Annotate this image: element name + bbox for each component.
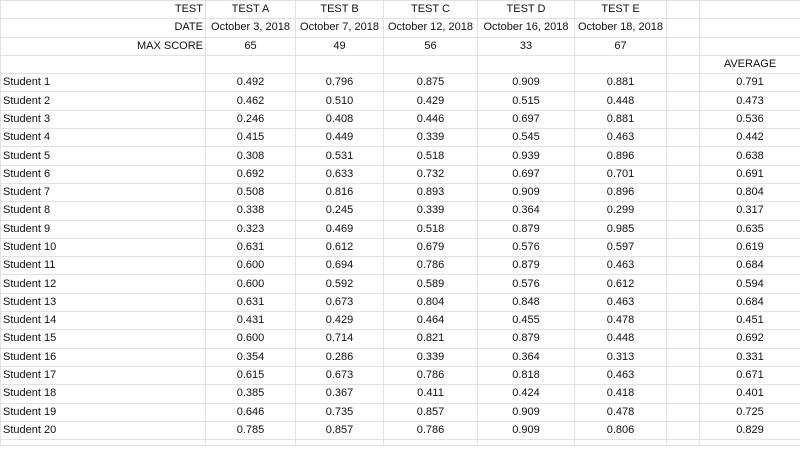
- test-date-cell[interactable]: October 18, 2018: [575, 19, 667, 37]
- score-cell[interactable]: 0.597: [575, 238, 667, 256]
- student-row: [1, 421, 800, 439]
- student-name-cell[interactable]: Student 13: [1, 293, 206, 311]
- student-row: [1, 403, 800, 421]
- score-cell[interactable]: 0.673: [296, 293, 384, 311]
- average-cell[interactable]: 0.684: [700, 257, 800, 275]
- header-row-max-score: [1, 37, 800, 55]
- empty-cell[interactable]: [700, 37, 800, 55]
- test-label-cell[interactable]: TEST: [1, 1, 206, 19]
- empty-cell[interactable]: [1, 440, 206, 446]
- student-name-cell[interactable]: Student 18: [1, 385, 206, 403]
- student-row: [1, 366, 800, 384]
- score-cell[interactable]: 0.893: [384, 183, 478, 201]
- score-cell[interactable]: 0.697: [478, 165, 575, 183]
- empty-cell[interactable]: [667, 440, 700, 446]
- score-cell[interactable]: 0.821: [384, 330, 478, 348]
- score-cell[interactable]: 0.612: [296, 238, 384, 256]
- score-cell[interactable]: 0.429: [296, 312, 384, 330]
- student-row: [1, 238, 800, 256]
- student-row: [1, 312, 800, 330]
- score-cell[interactable]: 0.909: [478, 183, 575, 201]
- empty-cell[interactable]: [206, 55, 296, 73]
- score-cell[interactable]: 0.448: [575, 92, 667, 110]
- score-cell[interactable]: 0.313: [575, 348, 667, 366]
- student-row: [1, 165, 800, 183]
- student-name-cell[interactable]: Student 20: [1, 421, 206, 439]
- score-cell[interactable]: 0.896: [575, 183, 667, 201]
- score-cell[interactable]: 0.785: [206, 421, 296, 439]
- empty-cell[interactable]: [667, 220, 700, 238]
- score-cell[interactable]: 0.692: [206, 165, 296, 183]
- test-date-cell[interactable]: October 16, 2018: [478, 19, 575, 37]
- average-cell[interactable]: 0.829: [700, 421, 800, 439]
- test-name-cell[interactable]: TEST D: [478, 1, 575, 19]
- score-cell[interactable]: 0.985: [575, 220, 667, 238]
- empty-cell[interactable]: [667, 348, 700, 366]
- test-name-cell[interactable]: TEST C: [384, 1, 478, 19]
- score-cell[interactable]: 0.857: [384, 403, 478, 421]
- score-cell[interactable]: 0.600: [206, 257, 296, 275]
- empty-cell[interactable]: [700, 440, 800, 446]
- empty-cell[interactable]: [667, 19, 700, 37]
- average-cell[interactable]: 0.401: [700, 385, 800, 403]
- score-cell[interactable]: 0.478: [575, 403, 667, 421]
- empty-cell[interactable]: [667, 275, 700, 293]
- score-cell[interactable]: 0.411: [384, 385, 478, 403]
- average-cell[interactable]: 0.317: [700, 202, 800, 220]
- score-cell[interactable]: 0.415: [206, 129, 296, 147]
- score-cell[interactable]: 0.679: [384, 238, 478, 256]
- max-score-label-cell[interactable]: MAX SCORE: [1, 37, 206, 55]
- test-name-cell[interactable]: TEST E: [575, 1, 667, 19]
- score-cell[interactable]: 0.600: [206, 330, 296, 348]
- header-row-date: [1, 19, 800, 37]
- score-cell[interactable]: 0.424: [478, 385, 575, 403]
- student-row: [1, 385, 800, 403]
- score-cell[interactable]: 0.694: [296, 257, 384, 275]
- empty-cell[interactable]: [575, 55, 667, 73]
- test-name-cell[interactable]: TEST B: [296, 1, 384, 19]
- score-cell[interactable]: 0.612: [575, 275, 667, 293]
- score-cell[interactable]: 0.446: [384, 110, 478, 128]
- average-cell[interactable]: 0.473: [700, 92, 800, 110]
- empty-cell[interactable]: [667, 55, 700, 73]
- score-cell[interactable]: 0.431: [206, 312, 296, 330]
- student-name-cell[interactable]: Student 16: [1, 348, 206, 366]
- date-label-cell[interactable]: DATE: [1, 19, 206, 37]
- student-name-cell[interactable]: Student 11: [1, 257, 206, 275]
- student-row: [1, 330, 800, 348]
- score-cell[interactable]: 0.786: [384, 366, 478, 384]
- score-cell[interactable]: 0.531: [296, 147, 384, 165]
- score-cell[interactable]: 0.857: [296, 421, 384, 439]
- student-name-cell[interactable]: Student 5: [1, 147, 206, 165]
- empty-cell[interactable]: [296, 55, 384, 73]
- score-cell[interactable]: 0.909: [478, 74, 575, 92]
- empty-cell[interactable]: [667, 312, 700, 330]
- empty-cell[interactable]: [667, 403, 700, 421]
- score-cell[interactable]: 0.462: [206, 92, 296, 110]
- score-cell[interactable]: 0.464: [384, 312, 478, 330]
- empty-cell[interactable]: [667, 110, 700, 128]
- student-row: [1, 202, 800, 220]
- score-cell[interactable]: 0.245: [296, 202, 384, 220]
- average-cell[interactable]: 0.684: [700, 293, 800, 311]
- score-cell[interactable]: 0.449: [296, 129, 384, 147]
- score-cell[interactable]: 0.786: [384, 421, 478, 439]
- score-cell[interactable]: 0.367: [296, 385, 384, 403]
- student-row: [1, 293, 800, 311]
- score-cell[interactable]: 0.879: [478, 330, 575, 348]
- score-cell[interactable]: 0.804: [384, 293, 478, 311]
- student-name-cell[interactable]: Student 10: [1, 238, 206, 256]
- score-cell[interactable]: 0.732: [384, 165, 478, 183]
- max-score-cell[interactable]: 49: [296, 37, 384, 55]
- student-name-cell[interactable]: Student 3: [1, 110, 206, 128]
- average-cell[interactable]: 0.594: [700, 275, 800, 293]
- score-cell[interactable]: 0.576: [478, 275, 575, 293]
- average-cell[interactable]: 0.692: [700, 330, 800, 348]
- score-cell[interactable]: 0.697: [478, 110, 575, 128]
- score-cell[interactable]: 0.492: [206, 74, 296, 92]
- test-name-cell[interactable]: TEST A: [206, 1, 296, 19]
- student-name-cell[interactable]: Student 7: [1, 183, 206, 201]
- score-cell[interactable]: 0.478: [575, 312, 667, 330]
- average-cell[interactable]: 0.791: [700, 74, 800, 92]
- score-cell[interactable]: 0.896: [575, 147, 667, 165]
- score-cell[interactable]: 0.385: [206, 385, 296, 403]
- score-cell[interactable]: 0.510: [296, 92, 384, 110]
- empty-cell[interactable]: [667, 366, 700, 384]
- empty-cell[interactable]: [667, 74, 700, 92]
- student-name-cell[interactable]: Student 17: [1, 366, 206, 384]
- average-cell[interactable]: 0.638: [700, 147, 800, 165]
- score-cell[interactable]: 0.806: [575, 421, 667, 439]
- score-cell[interactable]: 0.909: [478, 421, 575, 439]
- empty-cell[interactable]: [1, 55, 206, 73]
- max-score-cell[interactable]: 56: [384, 37, 478, 55]
- score-cell[interactable]: 0.508: [206, 183, 296, 201]
- test-date-cell[interactable]: October 12, 2018: [384, 19, 478, 37]
- student-row: [1, 110, 800, 128]
- student-row: [1, 92, 800, 110]
- empty-cell[interactable]: [667, 183, 700, 201]
- score-cell[interactable]: 0.714: [296, 330, 384, 348]
- score-cell[interactable]: 0.408: [296, 110, 384, 128]
- score-cell[interactable]: 0.308: [206, 147, 296, 165]
- score-cell[interactable]: 0.786: [384, 257, 478, 275]
- average-cell[interactable]: 0.635: [700, 220, 800, 238]
- empty-cell[interactable]: [667, 92, 700, 110]
- score-cell[interactable]: 0.364: [478, 202, 575, 220]
- score-cell[interactable]: 0.339: [384, 348, 478, 366]
- score-cell[interactable]: 0.673: [296, 366, 384, 384]
- empty-cell[interactable]: [667, 202, 700, 220]
- header-row-average: [1, 55, 800, 73]
- score-cell[interactable]: 0.600: [206, 275, 296, 293]
- score-cell[interactable]: 0.338: [206, 202, 296, 220]
- empty-cell[interactable]: [384, 440, 478, 446]
- score-cell[interactable]: 0.299: [575, 202, 667, 220]
- header-row-test: [1, 1, 800, 19]
- average-cell[interactable]: 0.725: [700, 403, 800, 421]
- empty-cell[interactable]: [478, 440, 575, 446]
- score-cell[interactable]: 0.646: [206, 403, 296, 421]
- score-cell[interactable]: 0.463: [575, 293, 667, 311]
- average-cell[interactable]: 0.804: [700, 183, 800, 201]
- student-row: [1, 147, 800, 165]
- test-date-cell[interactable]: October 7, 2018: [296, 19, 384, 37]
- average-cell[interactable]: 0.536: [700, 110, 800, 128]
- empty-cell[interactable]: [384, 55, 478, 73]
- score-cell[interactable]: 0.518: [384, 220, 478, 238]
- score-cell[interactable]: 0.576: [478, 238, 575, 256]
- empty-cell[interactable]: [575, 440, 667, 446]
- average-label-cell[interactable]: AVERAGE: [700, 55, 800, 73]
- student-row: [1, 129, 800, 147]
- score-cell[interactable]: 0.881: [575, 74, 667, 92]
- empty-cell[interactable]: [700, 1, 800, 19]
- score-cell[interactable]: 0.816: [296, 183, 384, 201]
- empty-cell[interactable]: [700, 19, 800, 37]
- score-cell[interactable]: 0.448: [575, 330, 667, 348]
- score-cell[interactable]: 0.735: [296, 403, 384, 421]
- score-cell[interactable]: 0.881: [575, 110, 667, 128]
- empty-cell[interactable]: [667, 421, 700, 439]
- score-cell[interactable]: 0.286: [296, 348, 384, 366]
- score-cell[interactable]: 0.545: [478, 129, 575, 147]
- student-name-cell[interactable]: Student 14: [1, 312, 206, 330]
- student-name-cell[interactable]: Student 9: [1, 220, 206, 238]
- score-cell[interactable]: 0.354: [206, 348, 296, 366]
- student-row: [1, 257, 800, 275]
- score-cell[interactable]: 0.633: [296, 165, 384, 183]
- empty-cell[interactable]: [667, 147, 700, 165]
- student-row: [1, 275, 800, 293]
- empty-cell[interactable]: [667, 1, 700, 19]
- student-name-cell[interactable]: Student 2: [1, 92, 206, 110]
- score-cell[interactable]: 0.339: [384, 129, 478, 147]
- score-cell[interactable]: 0.848: [478, 293, 575, 311]
- score-cell[interactable]: 0.592: [296, 275, 384, 293]
- score-cell[interactable]: 0.463: [575, 257, 667, 275]
- empty-cell[interactable]: [667, 238, 700, 256]
- empty-cell[interactable]: [667, 257, 700, 275]
- student-row: [1, 183, 800, 201]
- score-cell[interactable]: 0.463: [575, 129, 667, 147]
- max-score-cell[interactable]: 67: [575, 37, 667, 55]
- score-cell[interactable]: 0.879: [478, 257, 575, 275]
- score-cell[interactable]: 0.364: [478, 348, 575, 366]
- empty-row: [1, 440, 800, 446]
- score-cell[interactable]: 0.818: [478, 366, 575, 384]
- max-score-cell[interactable]: 65: [206, 37, 296, 55]
- score-cell[interactable]: 0.246: [206, 110, 296, 128]
- empty-cell[interactable]: [667, 330, 700, 348]
- score-cell[interactable]: 0.455: [478, 312, 575, 330]
- average-cell[interactable]: 0.691: [700, 165, 800, 183]
- score-cell[interactable]: 0.515: [478, 92, 575, 110]
- empty-cell[interactable]: [667, 293, 700, 311]
- score-cell[interactable]: 0.796: [296, 74, 384, 92]
- empty-cell[interactable]: [478, 55, 575, 73]
- score-cell[interactable]: 0.339: [384, 202, 478, 220]
- student-name-cell[interactable]: Student 19: [1, 403, 206, 421]
- empty-cell[interactable]: [667, 385, 700, 403]
- average-cell[interactable]: 0.451: [700, 312, 800, 330]
- score-cell[interactable]: 0.701: [575, 165, 667, 183]
- student-name-cell[interactable]: Student 6: [1, 165, 206, 183]
- score-cell[interactable]: 0.418: [575, 385, 667, 403]
- student-row: [1, 348, 800, 366]
- score-cell[interactable]: 0.939: [478, 147, 575, 165]
- empty-cell[interactable]: [667, 129, 700, 147]
- student-name-cell[interactable]: Student 1: [1, 74, 206, 92]
- score-cell[interactable]: 0.323: [206, 220, 296, 238]
- average-cell[interactable]: 0.671: [700, 366, 800, 384]
- student-name-cell[interactable]: Student 4: [1, 129, 206, 147]
- score-cell[interactable]: 0.909: [478, 403, 575, 421]
- empty-cell[interactable]: [667, 165, 700, 183]
- student-rows: [1, 74, 800, 440]
- average-cell[interactable]: 0.619: [700, 238, 800, 256]
- student-row: [1, 220, 800, 238]
- student-name-cell[interactable]: Student 8: [1, 202, 206, 220]
- empty-cell[interactable]: [667, 37, 700, 55]
- score-cell[interactable]: 0.631: [206, 238, 296, 256]
- test-date-cell[interactable]: October 3, 2018: [206, 19, 296, 37]
- average-cell[interactable]: 0.331: [700, 348, 800, 366]
- score-cell[interactable]: 0.631: [206, 293, 296, 311]
- student-name-cell[interactable]: Student 15: [1, 330, 206, 348]
- score-cell[interactable]: 0.429: [384, 92, 478, 110]
- score-cell[interactable]: 0.589: [384, 275, 478, 293]
- max-score-cell[interactable]: 33: [478, 37, 575, 55]
- average-cell[interactable]: 0.442: [700, 129, 800, 147]
- student-name-cell[interactable]: Student 12: [1, 275, 206, 293]
- score-cell[interactable]: 0.615: [206, 366, 296, 384]
- empty-cell[interactable]: [296, 440, 384, 446]
- score-cell[interactable]: 0.518: [384, 147, 478, 165]
- student-row: [1, 74, 800, 92]
- empty-cell[interactable]: [206, 440, 296, 446]
- score-cell[interactable]: 0.469: [296, 220, 384, 238]
- score-cell[interactable]: 0.463: [575, 366, 667, 384]
- score-cell[interactable]: 0.875: [384, 74, 478, 92]
- score-cell[interactable]: 0.879: [478, 220, 575, 238]
